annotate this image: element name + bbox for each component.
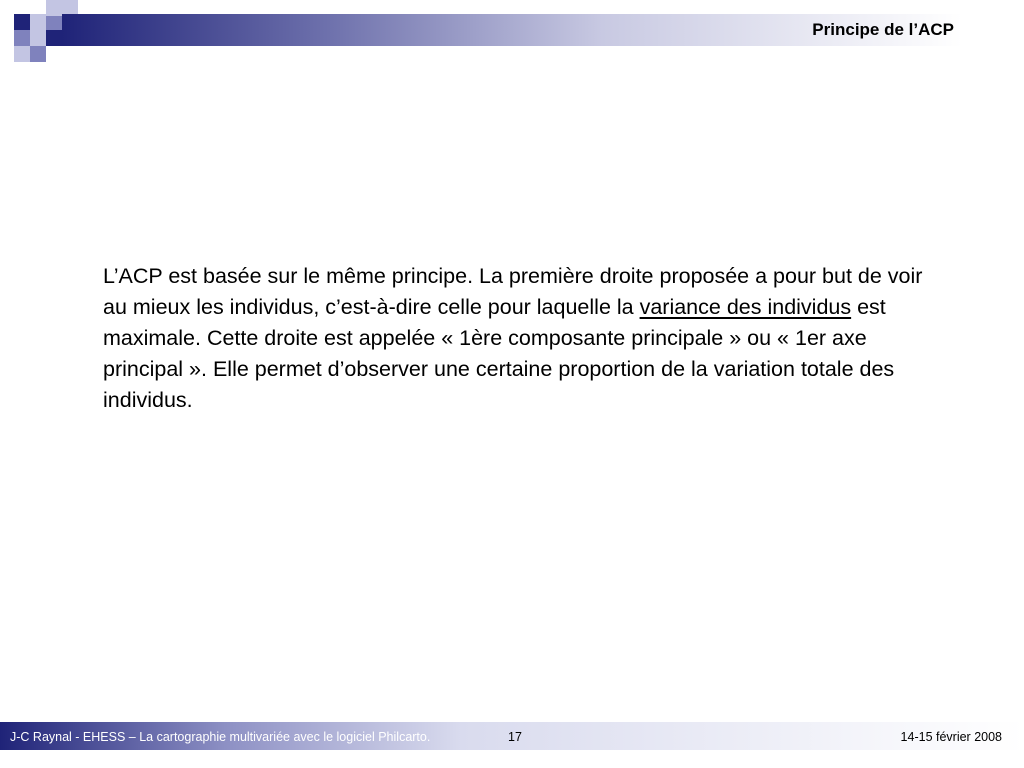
- decor-square: [30, 14, 46, 30]
- slide-body: [103, 261, 933, 416]
- decor-square: [30, 30, 46, 46]
- footer-date: 14-15 février 2008: [900, 730, 1002, 744]
- body-text-part2: est maximale. Cette droite est appelée « 1ère composante principale » ou « 1er axe principal ». Elle permet d’observer une certaine proportion de la variation totale des individus.: [103, 295, 895, 412]
- decor-square: [46, 0, 62, 16]
- decor-square: [14, 46, 30, 62]
- decor-square: [14, 14, 30, 30]
- decor-square: [46, 14, 62, 30]
- decor-square: [46, 30, 62, 46]
- slide-title: Principe de l’ACP: [812, 20, 954, 39]
- body-highlight: variance des individus: [639, 295, 852, 319]
- decor-square: [30, 46, 46, 62]
- page-number: 17: [508, 730, 522, 744]
- body-text-part1: L’ACP est basée sur le même principe. La première droite proposée a pour but de voir au mieux les individus, c’est-à-dire celle pour laquelle la: [103, 264, 923, 319]
- decor-square: [14, 30, 30, 46]
- footer-credit: J-C Raynal - EHESS – La cartographie multivariée avec le logiciel Philcarto.: [10, 730, 431, 744]
